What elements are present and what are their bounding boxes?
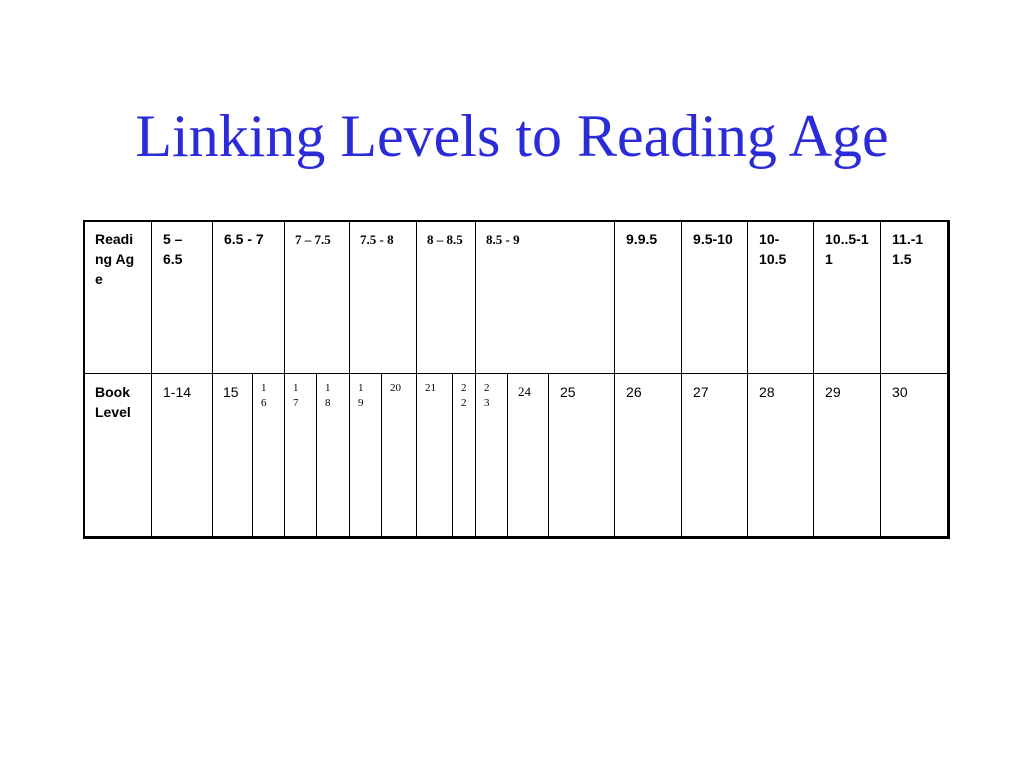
book-level-value: 30 (892, 384, 908, 400)
book-level-value: 15 (223, 384, 239, 400)
book-level-value: 21 (425, 382, 437, 394)
reading-age-value: 10..5-11 (825, 231, 869, 267)
reading-age-value: 9.9.5 (626, 231, 658, 247)
book-level-value: 18 (325, 382, 331, 409)
book-level-value: 1-14 (163, 384, 192, 400)
reading-age-value: 7 – 7.5 (295, 232, 331, 247)
reading-age-value: 8 – 8.5 (427, 232, 463, 247)
book-level-value: 20 (390, 382, 402, 394)
book-level-value: 24 (518, 384, 532, 399)
book-level-value: 26 (626, 384, 642, 400)
reading-age-value: 6.5 - 7 (224, 231, 264, 247)
table-outer-border (83, 220, 949, 538)
reading-age-value: 5 – 6.5 (163, 231, 183, 267)
reading-age-value: 9.5-10 (693, 231, 733, 247)
book-level-header: Book Level (95, 384, 131, 420)
book-level-value: 19 (358, 382, 364, 409)
book-level-value: 25 (560, 384, 576, 400)
reading-age-header: Reading Age (95, 231, 135, 287)
book-level-value: 29 (825, 384, 841, 400)
book-level-value: 16 (261, 382, 267, 409)
reading-age-value: 7.5 - 8 (360, 232, 394, 247)
book-level-value: 23 (484, 382, 490, 409)
reading-age-value: 10-10.5 (759, 231, 787, 267)
reading-age-value: 11.-11.5 (892, 231, 924, 267)
book-level-value: 27 (693, 384, 709, 400)
book-level-value: 17 (293, 382, 299, 409)
book-level-value: 22 (461, 382, 467, 409)
page-title: Linking Levels to Reading Age (135, 103, 889, 169)
book-level-value: 28 (759, 384, 775, 400)
reading-age-value: 8.5 - 9 (486, 232, 520, 247)
